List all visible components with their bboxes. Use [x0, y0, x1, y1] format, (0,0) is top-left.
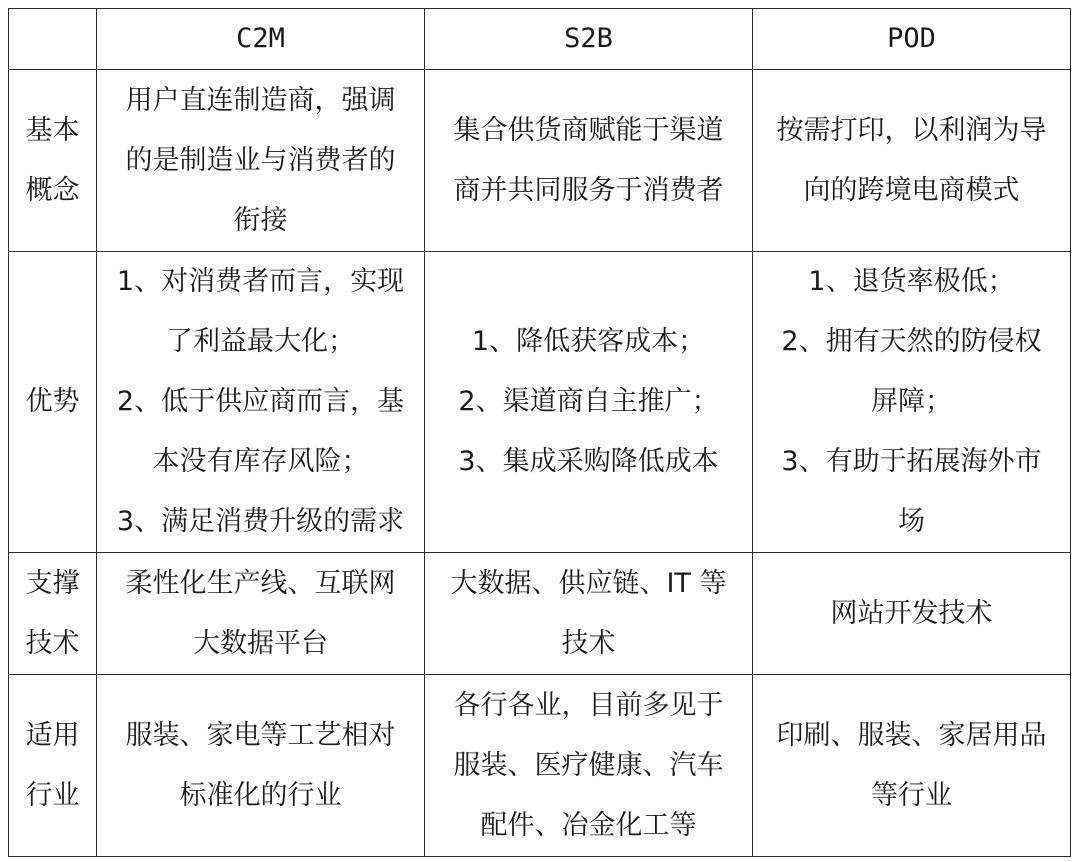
corner-cell — [9, 9, 97, 70]
cell-line: 3、集成采购降低成本 — [458, 446, 719, 477]
cell-line: 各行各业，目前多见于 — [453, 689, 724, 721]
row-label-line: 行业 — [25, 779, 80, 811]
cell-line: 屏障； — [871, 386, 952, 417]
cell-line: 向的跨境电商模式 — [803, 174, 1020, 206]
cell-line: 3、满足消费升级的需求 — [116, 506, 405, 537]
cell-line: 按需打印，以利润为导 — [776, 114, 1047, 146]
row-label-line: 概念 — [25, 174, 80, 206]
cell-line: 集合供货商赋能于渠道 — [453, 114, 724, 146]
cell-line: 配件、冶金化工等 — [480, 809, 697, 841]
comparison-table — [8, 8, 1071, 857]
column-header-c2m: C2M — [97, 9, 425, 70]
cell-line: 2、渠道商自主推广； — [458, 386, 719, 417]
cell-concept-c2m — [97, 70, 425, 252]
cell-line: 等行业 — [871, 779, 952, 811]
cell-tech-pod — [753, 553, 1071, 675]
cell-advantage-s2b — [425, 252, 753, 553]
row-label-line: 技术 — [25, 627, 80, 659]
header-row — [9, 9, 1071, 70]
column-header-s2b: S2B — [425, 9, 753, 70]
cell-line: 的是制造业与消费者的 — [125, 144, 396, 176]
cell-line: 技术 — [561, 627, 616, 659]
row-label-tech — [9, 553, 97, 675]
table-row-concept — [9, 70, 1071, 252]
cell-advantage-c2m — [97, 252, 425, 553]
cell-line: 了利益最大化； — [166, 326, 355, 357]
cell-line: 标准化的行业 — [179, 779, 342, 811]
cell-line: 用户直连制造商，强调 — [125, 84, 396, 116]
cell-tech-c2m — [97, 553, 425, 675]
row-label-industry — [9, 675, 97, 857]
row-label-line: 基本 — [25, 114, 80, 146]
cell-industry-s2b — [425, 675, 753, 857]
cell-line: 网站开发技术 — [830, 597, 993, 629]
row-label-line: 适用 — [25, 719, 80, 751]
cell-line: 商并共同服务于消费者 — [453, 174, 724, 206]
table-row-industry — [9, 675, 1071, 857]
cell-line: 1、降低获客成本； — [471, 326, 706, 357]
cell-line: 3、有助于拓展海外市 — [781, 446, 1042, 477]
cell-line: 印刷、服装、家居用品 — [776, 719, 1047, 751]
table-row-advantage — [9, 252, 1071, 553]
cell-line: 2、拥有天然的防侵权 — [781, 326, 1042, 357]
cell-concept-pod — [753, 70, 1071, 252]
cell-line: 大数据平台 — [193, 627, 328, 659]
cell-line: 本没有库存风险； — [152, 446, 369, 477]
cell-tech-s2b — [425, 553, 753, 675]
cell-line: 服装、医疗健康、汽车 — [453, 749, 724, 781]
cell-line: 衔接 — [233, 204, 288, 236]
cell-concept-s2b — [425, 70, 753, 252]
cell-line: 大数据、供应链、IT 等 — [450, 567, 727, 599]
row-label-advantage — [9, 252, 97, 553]
table-row-tech — [9, 553, 1071, 675]
row-label-line: 优势 — [25, 386, 80, 417]
cell-industry-c2m — [97, 675, 425, 857]
cell-line: 1、退货率极低； — [808, 266, 1015, 297]
cell-industry-pod — [753, 675, 1071, 857]
column-header-pod: POD — [753, 9, 1071, 70]
cell-line: 柔性化生产线、互联网 — [125, 567, 396, 599]
cell-line: 1、对消费者而言，实现 — [116, 266, 405, 297]
cell-line: 服装、家电等工艺相对 — [125, 719, 396, 751]
cell-line: 2、低于供应商而言，基 — [116, 386, 405, 417]
cell-line: 场 — [898, 506, 925, 537]
row-label-line: 支撑 — [25, 567, 80, 599]
row-label-concept — [9, 70, 97, 252]
cell-advantage-pod — [753, 252, 1071, 553]
